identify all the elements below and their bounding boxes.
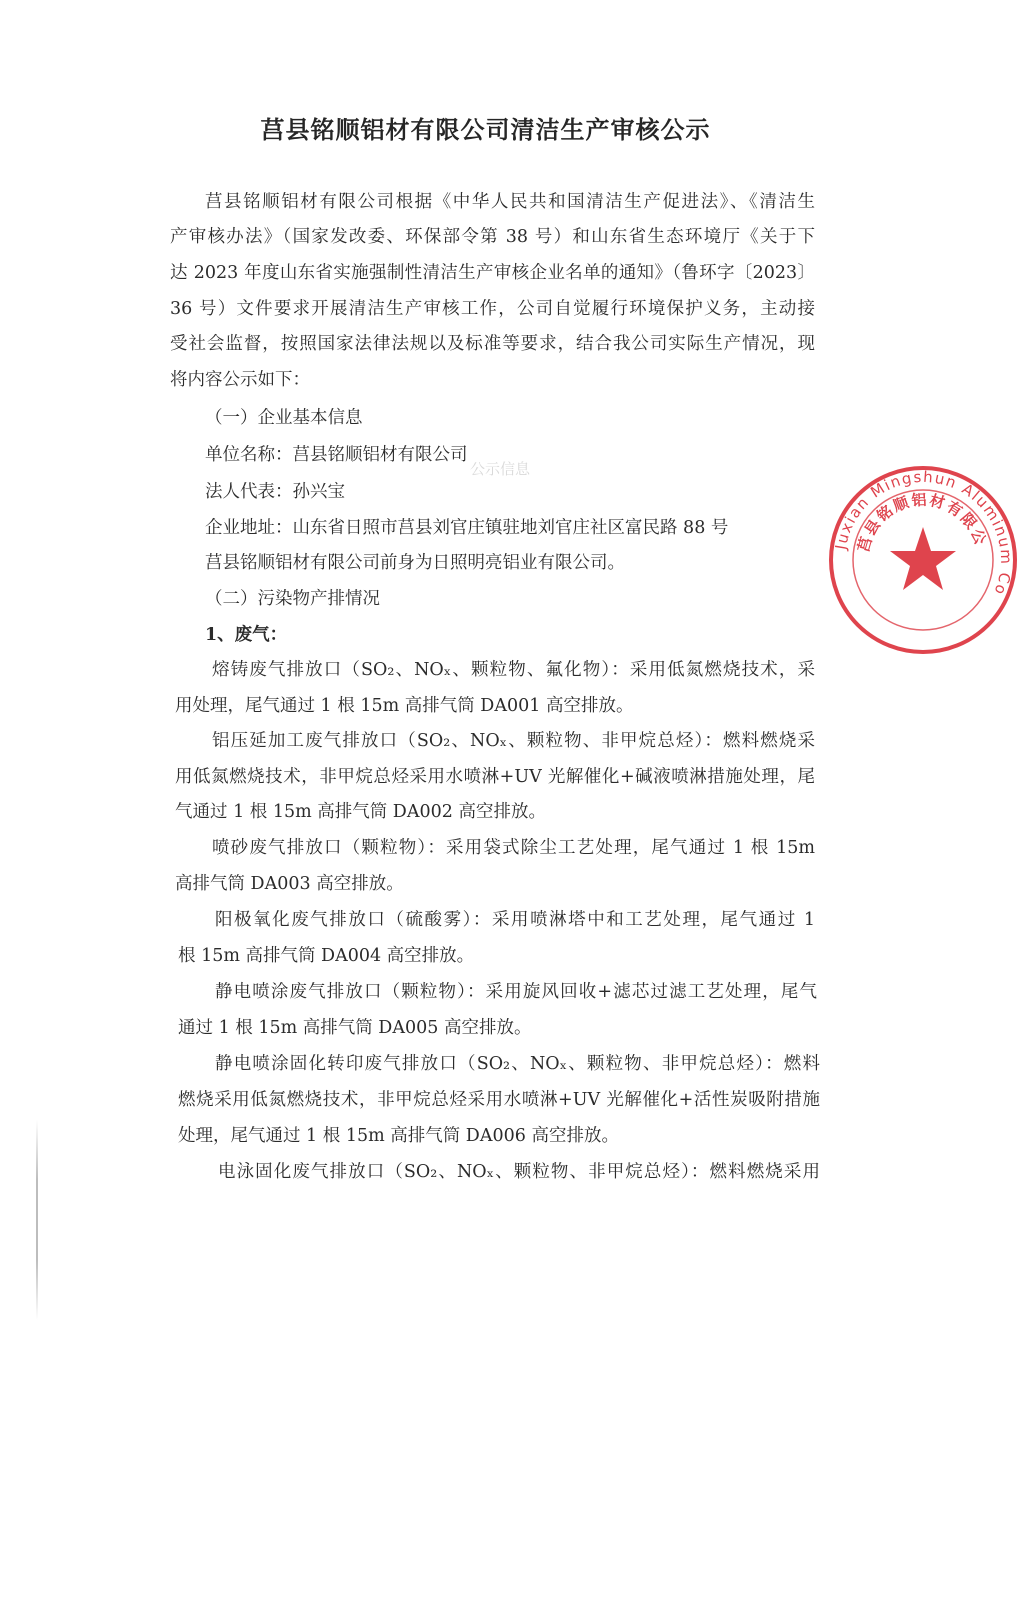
bleed-through-mark: 公示信息 (470, 460, 531, 478)
emission-da006-line-1: 静电喷涂固化转印废气排放口（SO₂、NOₓ、颗粒物、非甲烷总烃）：燃料 (215, 1054, 820, 1074)
legal-representative-line: 法人代表：孙兴宝 (205, 482, 345, 502)
emission-da002-line-2: 用低氮燃烧技术，非甲烷总烃采用水喷淋+UV 光解催化+碱液喷淋措施处理，尾 (175, 767, 815, 787)
intro-line-3: 达 2023 年度山东省实施强制性清洁生产审核企业名单的通知》（鲁环字〔2023〕 (170, 263, 815, 283)
emission-da002-line-1: 铝压延加工废气排放口（SO₂、NOₓ、颗粒物、非甲烷总烃）：燃料燃烧采 (212, 731, 815, 751)
seal-outer-text: Juxian Mingshun Aluminum Co (831, 467, 1016, 599)
section-heading-pollutants: （二）污染物产排情况 (205, 589, 380, 609)
company-name-line: 单位名称：莒县铭顺铝材有限公司 (205, 445, 468, 465)
seal-inner-text: 莒县铭顺铝材有限公 (854, 490, 991, 555)
company-seal-stamp (828, 465, 1018, 655)
document-title: 莒县铭顺铝材有限公司清洁生产审核公示 (260, 116, 711, 144)
scan-edge-mark (36, 1120, 38, 1320)
emission-da002-line-3: 气通过 1 根 15m 高排气筒 DA002 高空排放。 (175, 802, 546, 822)
intro-line-5: 受社会监督，按照国家法律法规以及标准等要求，结合我公司实际生产情况，现 (170, 334, 815, 354)
company-address-line: 企业地址：山东省日照市莒县刘官庄镇驻地刘官庄社区富民路 88 号 (205, 518, 729, 538)
emission-da005-line-1: 静电喷涂废气排放口（颗粒物）：采用旋风回收+滤芯过滤工艺处理，尾气 (215, 982, 817, 1002)
seal-star-icon (890, 527, 956, 590)
intro-line-1: 莒县铭顺铝材有限公司根据《中华人民共和国清洁生产促进法》、《清洁生 (205, 192, 815, 212)
emission-da003-line-2: 高排气筒 DA003 高空排放。 (175, 874, 404, 894)
emission-da004-line-2: 根 15m 高排气筒 DA004 高空排放。 (178, 946, 475, 966)
emission-da005-line-2: 通过 1 根 15m 高排气筒 DA005 高空排放。 (178, 1018, 532, 1038)
emission-da001-line-2: 用处理，尾气通过 1 根 15m 高排气筒 DA001 高空排放。 (175, 696, 634, 716)
subsection-heading-waste-gas: 1、废气： (205, 625, 288, 645)
intro-line-6: 将内容公示如下： (170, 370, 310, 390)
intro-line-2: 产审核办法》（国家发改委、环保部令第 38 号）和山东省生态环境厅《关于下 (170, 227, 815, 247)
emission-da006-line-2: 燃烧采用低氮燃烧技术，非甲烷总烃采用水喷淋+UV 光解催化+活性炭吸附措施 (178, 1090, 820, 1110)
intro-line-4: 36 号）文件要求开展清洁生产审核工作，公司自觉履行环境保护义务，主动接 (170, 299, 815, 319)
emission-electrophoresis-line-1: 电泳固化废气排放口（SO₂、NOₓ、颗粒物、非甲烷总烃）：燃料燃烧采用 (218, 1162, 820, 1182)
emission-da004-line-1: 阳极氧化废气排放口（硫酸雾）：采用喷淋塔中和工艺处理，尾气通过 1 (215, 910, 815, 930)
section-heading-basic-info: （一）企业基本信息 (205, 408, 363, 428)
emission-da001-line-1: 熔铸废气排放口（SO₂、NOₓ、颗粒物、氟化物）：采用低氮燃烧技术，采 (212, 660, 815, 680)
emission-da006-line-3: 处理，尾气通过 1 根 15m 高排气筒 DA006 高空排放。 (178, 1126, 619, 1146)
emission-da003-line-1: 喷砂废气排放口（颗粒物）：采用袋式除尘工艺处理，尾气通过 1 根 15m (212, 838, 815, 858)
predecessor-line: 莒县铭顺铝材有限公司前身为日照明亮铝业有限公司。 (205, 553, 625, 573)
